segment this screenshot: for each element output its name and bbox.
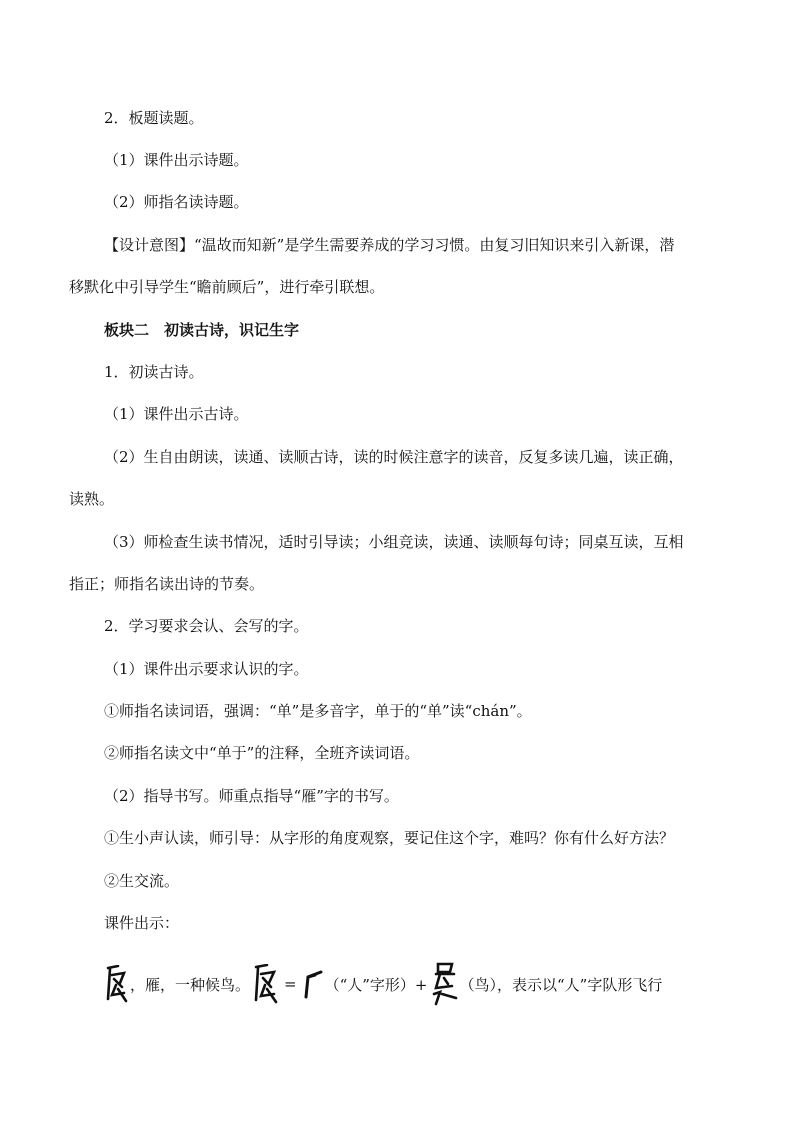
ancient-niao-glyph-icon <box>430 962 458 1006</box>
design-intent-line-1: 【设计意图】“温故而知新”是学生需要养成的学习习惯。由复习旧知识来引入新课，潜 <box>104 236 675 254</box>
paragraph-1-3-line-2: 指正；师指名读出诗的节奏。 <box>69 575 265 593</box>
paragraph-2b-1: （1）课件出示要求认识的字。 <box>104 660 309 678</box>
paragraph-2b-2: （2）指导书写。师重点指导“雁”字的书写。 <box>104 787 399 805</box>
paragraph-2-1: （1）课件出示诗题。 <box>104 151 249 169</box>
paragraph-circle-2: ②师指名读文中“单于”的注释，全班齐读词语。 <box>104 744 420 762</box>
ancient-ren-shape-icon <box>303 969 323 999</box>
paragraph-1-2-line-1: （2）生自由朗读，读通、读顺古诗，读的时候注意字的读音，反复多读几遍，读正确， <box>104 448 684 466</box>
character-explanation-line <box>104 962 664 1006</box>
section-heading: 板块二 初读古诗，识记生字 <box>104 321 300 339</box>
explanation-text-4: （鸟），表示以“人”字队形飞行 <box>459 975 663 994</box>
paragraph-courseware: 课件出示： <box>104 914 180 932</box>
equals-sign: = <box>284 975 297 993</box>
paragraph-circle-1b: ①生小声认读，师引导：从字形的角度观察，要记住这个字，难吗？你有什么好方法？ <box>104 829 675 847</box>
ancient-yan-glyph-icon-2 <box>252 964 278 1004</box>
paragraph-step-2b: 2．学习要求会认、会写的字。 <box>104 617 309 635</box>
paragraph-circle-2b: ②生交流。 <box>104 872 180 890</box>
explanation-text-1: ，雁，一种候鸟。 <box>130 975 251 994</box>
design-intent-line-2: 移默化中引导学生“瞻前顾后”，进行牵引联想。 <box>69 278 385 296</box>
explanation-text-3: （“人”字形）+ <box>324 975 428 994</box>
paragraph-2-2: （2）师指名读诗题。 <box>104 193 249 211</box>
paragraph-step-1: 1．初读古诗。 <box>104 363 204 381</box>
paragraph-step-2: 2．板题读题。 <box>104 109 204 127</box>
paragraph-1-3-line-1: （3）师检查生读书情况，适时引导读；小组竞读，读通、读顺每句诗；同桌互读，互相 <box>104 533 684 551</box>
ancient-yan-glyph-icon <box>104 965 128 1003</box>
paragraph-circle-1: ①师指名读词语，强调：“单”是多音字，单于的“单”读“chán”。 <box>104 702 532 720</box>
paragraph-1-2-line-2: 读熟。 <box>69 490 115 508</box>
paragraph-1-1: （1）课件出示古诗。 <box>104 405 249 423</box>
